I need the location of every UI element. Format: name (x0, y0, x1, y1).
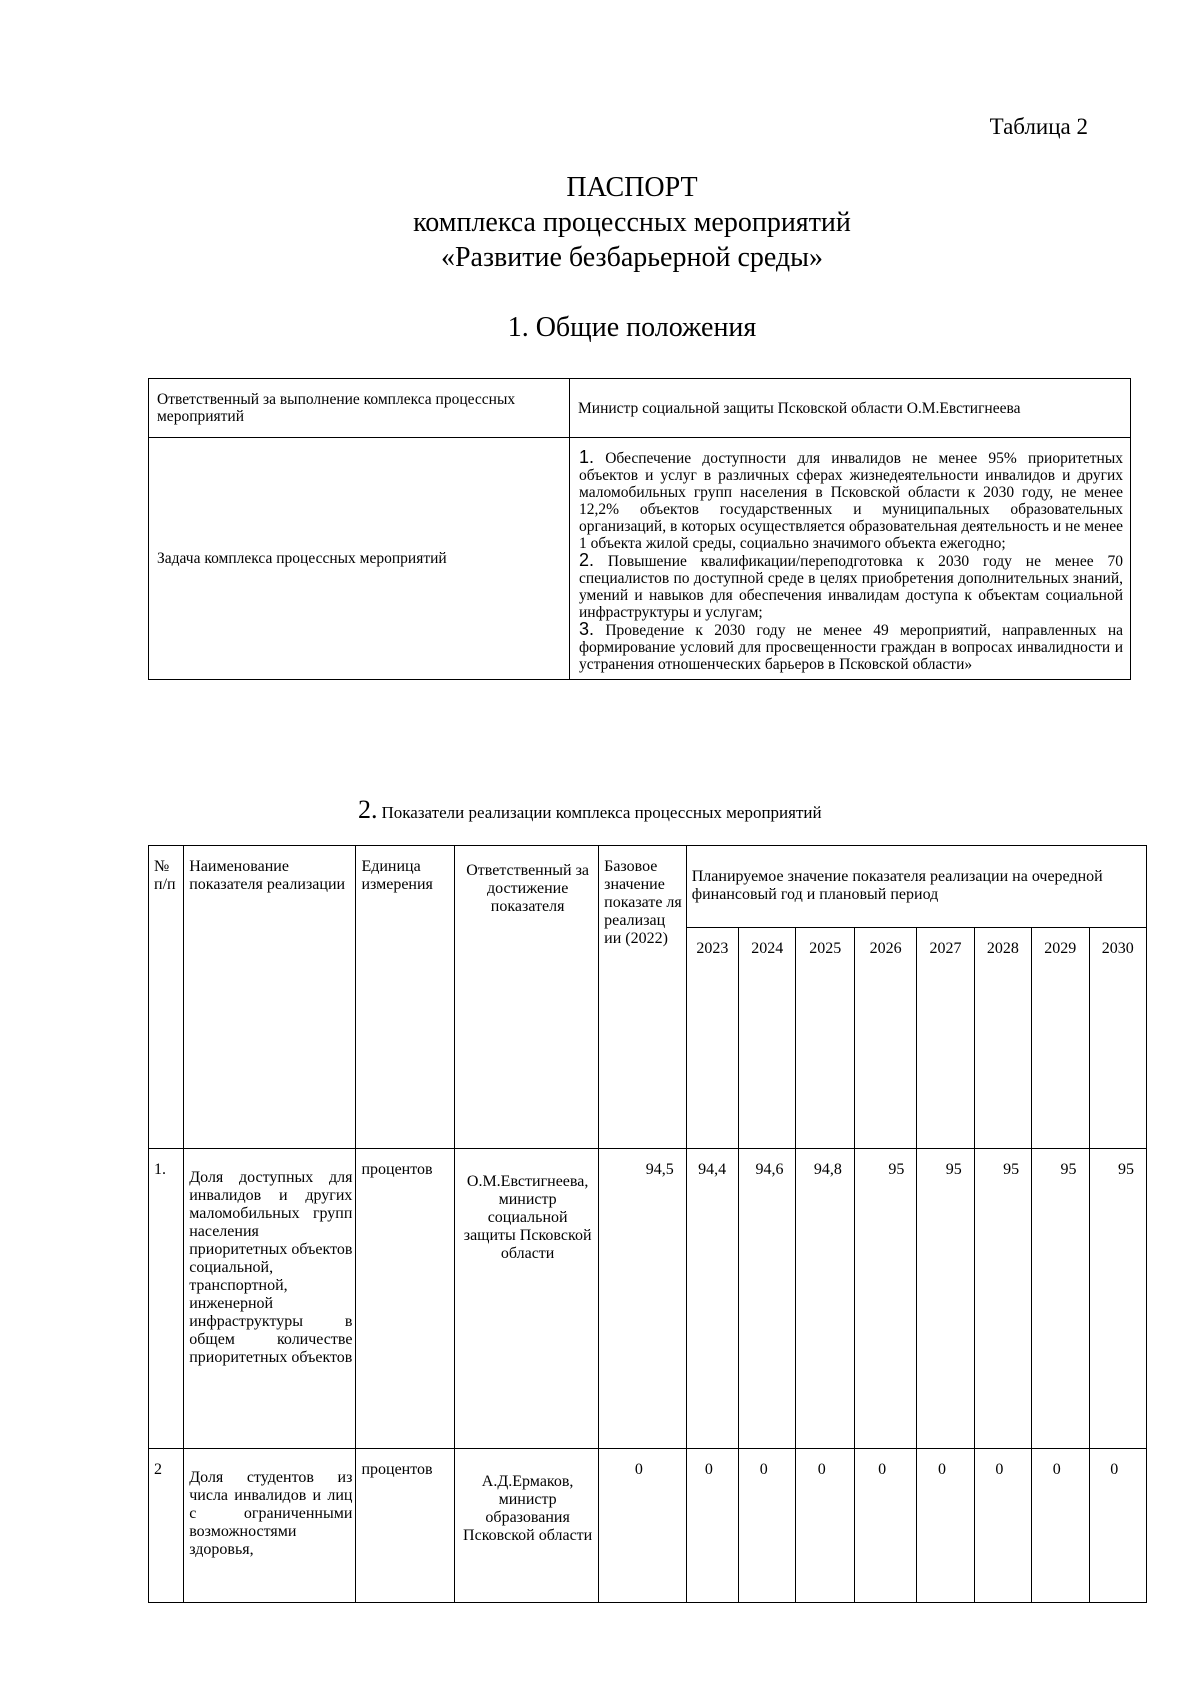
task-item (579, 449, 1123, 552)
header-year: 2027 (917, 928, 974, 1149)
task-text: Повышение квалификации/переподготовка к 2030 году не менее 70 специалистов по доступной среде в целях приобретения дополнительных знаний, умений и навыков для обеспечения инвалидам доступа к объектам социальной инфраструктуры и услугам; (579, 553, 1124, 621)
task-number: 3. (579, 619, 595, 639)
row-value: 0 (686, 1449, 738, 1603)
general-provisions-table (148, 378, 1131, 680)
header-responsible: Ответственный за достижение показателя (455, 846, 599, 1149)
indicators-table (148, 845, 1147, 1603)
header-year: 2025 (796, 928, 854, 1149)
row-value: 0 (796, 1449, 854, 1603)
header-year: 2023 (686, 928, 738, 1149)
task-label-cell: Задача комплекса процессных мероприятий (149, 438, 570, 680)
table-label: Таблица 2 (989, 114, 1088, 139)
row-value: 94,4 (686, 1149, 738, 1449)
row-base-value: 94,5 (599, 1149, 687, 1449)
row-name: Доля доступных для инвалидов и других маломобильных групп населения приоритетных объектов социальной, транспортной, инженерной инфраструктуры в общем количестве приоритетных объектов (184, 1149, 356, 1449)
program-name: «Развитие безбарьерной среды» (440, 242, 823, 273)
row-num: 1. (149, 1149, 184, 1449)
header-planned: Планируемое значение показателя реализации на очередной финансовый год и плановый период (686, 846, 1146, 928)
row-unit: процентов (356, 1449, 455, 1603)
row-value: 95 (1089, 1149, 1147, 1449)
row-value: 0 (739, 1449, 796, 1603)
section2-heading (358, 795, 822, 825)
row-responsible: О.М.Евстигнеева, министр социальной защиты Псковской области (455, 1149, 599, 1449)
section1-heading: 1. Общие положения (507, 312, 757, 343)
row-value: 95 (854, 1149, 916, 1449)
task-text: Обеспечение доступности для инвалидов не менее 95% приоритетных объектов и услуг в различных сферах жизнедеятельности инвалидов и других маломобильных групп населения в Псковской области к 2030 году, не менее 12,2% объектов государственных и муниципальных образовательных организаций, в которых осуществляется образовательная деятельность и не менее 1 объекта жилой среды, социально значимого объекта ежегодно; (579, 450, 1124, 552)
row-value: 0 (1089, 1449, 1147, 1603)
table-header-row (149, 846, 1147, 928)
header-year: 2028 (974, 928, 1031, 1149)
task-item (579, 621, 1123, 673)
table-row (149, 379, 1131, 438)
header-year: 2029 (1032, 928, 1089, 1149)
row-base-value: 0 (599, 1449, 687, 1603)
header-year: 2030 (1089, 928, 1147, 1149)
row-unit: процентов (356, 1149, 455, 1449)
row-value: 95 (917, 1149, 974, 1449)
row-num: 2 (149, 1449, 184, 1603)
section2-heading-number: 2. (358, 795, 378, 824)
task-list-cell (570, 438, 1131, 680)
table-row (149, 1449, 1147, 1603)
section2-heading-text: Показатели реализации комплекса процессных мероприятий (381, 803, 822, 822)
header-year: 2026 (854, 928, 916, 1149)
header-year: 2024 (739, 928, 796, 1149)
responsible-label-cell: Ответственный за выполнение комплекса процессных мероприятий (149, 379, 570, 438)
task-number: 2. (579, 550, 595, 570)
page-title: ПАСПОРТ (566, 172, 698, 203)
responsible-value-cell: Министр социальной защиты Псковской области О.М.Евстигнеева (570, 379, 1131, 438)
row-value: 94,6 (739, 1149, 796, 1449)
page-subtitle: комплекса процессных мероприятий (413, 207, 851, 238)
row-value: 0 (854, 1449, 916, 1603)
table-row (149, 438, 1131, 680)
row-value: 95 (1032, 1149, 1089, 1449)
row-value: 95 (974, 1149, 1031, 1449)
row-value: 0 (917, 1449, 974, 1603)
row-value: 94,8 (796, 1149, 854, 1449)
task-item (579, 552, 1123, 621)
row-value: 0 (974, 1449, 1031, 1603)
header-name: Наименование показателя реализации (184, 846, 356, 1149)
header-base: Базовое значение показате ля реализац ии (2022) (599, 846, 687, 1149)
header-num: № п/п (149, 846, 184, 1149)
row-value: 0 (1032, 1449, 1089, 1603)
document-title-block (0, 170, 1200, 275)
task-text: Проведение к 2030 году не менее 49 мероприятий, направленных на формирование условий для просвещенности граждан в вопросах инвалидности и устранения отношенческих барьеров в Псковской области» (579, 622, 1124, 673)
task-number: 1. (579, 447, 595, 467)
header-unit: Единица измерения (356, 846, 455, 1149)
table-row (149, 1149, 1147, 1449)
row-name: Доля студентов из числа инвалидов и лиц с ограниченными возможностями здоровья, (184, 1449, 356, 1603)
row-responsible: А.Д.Ермаков, министр образования Псковской области (455, 1449, 599, 1603)
